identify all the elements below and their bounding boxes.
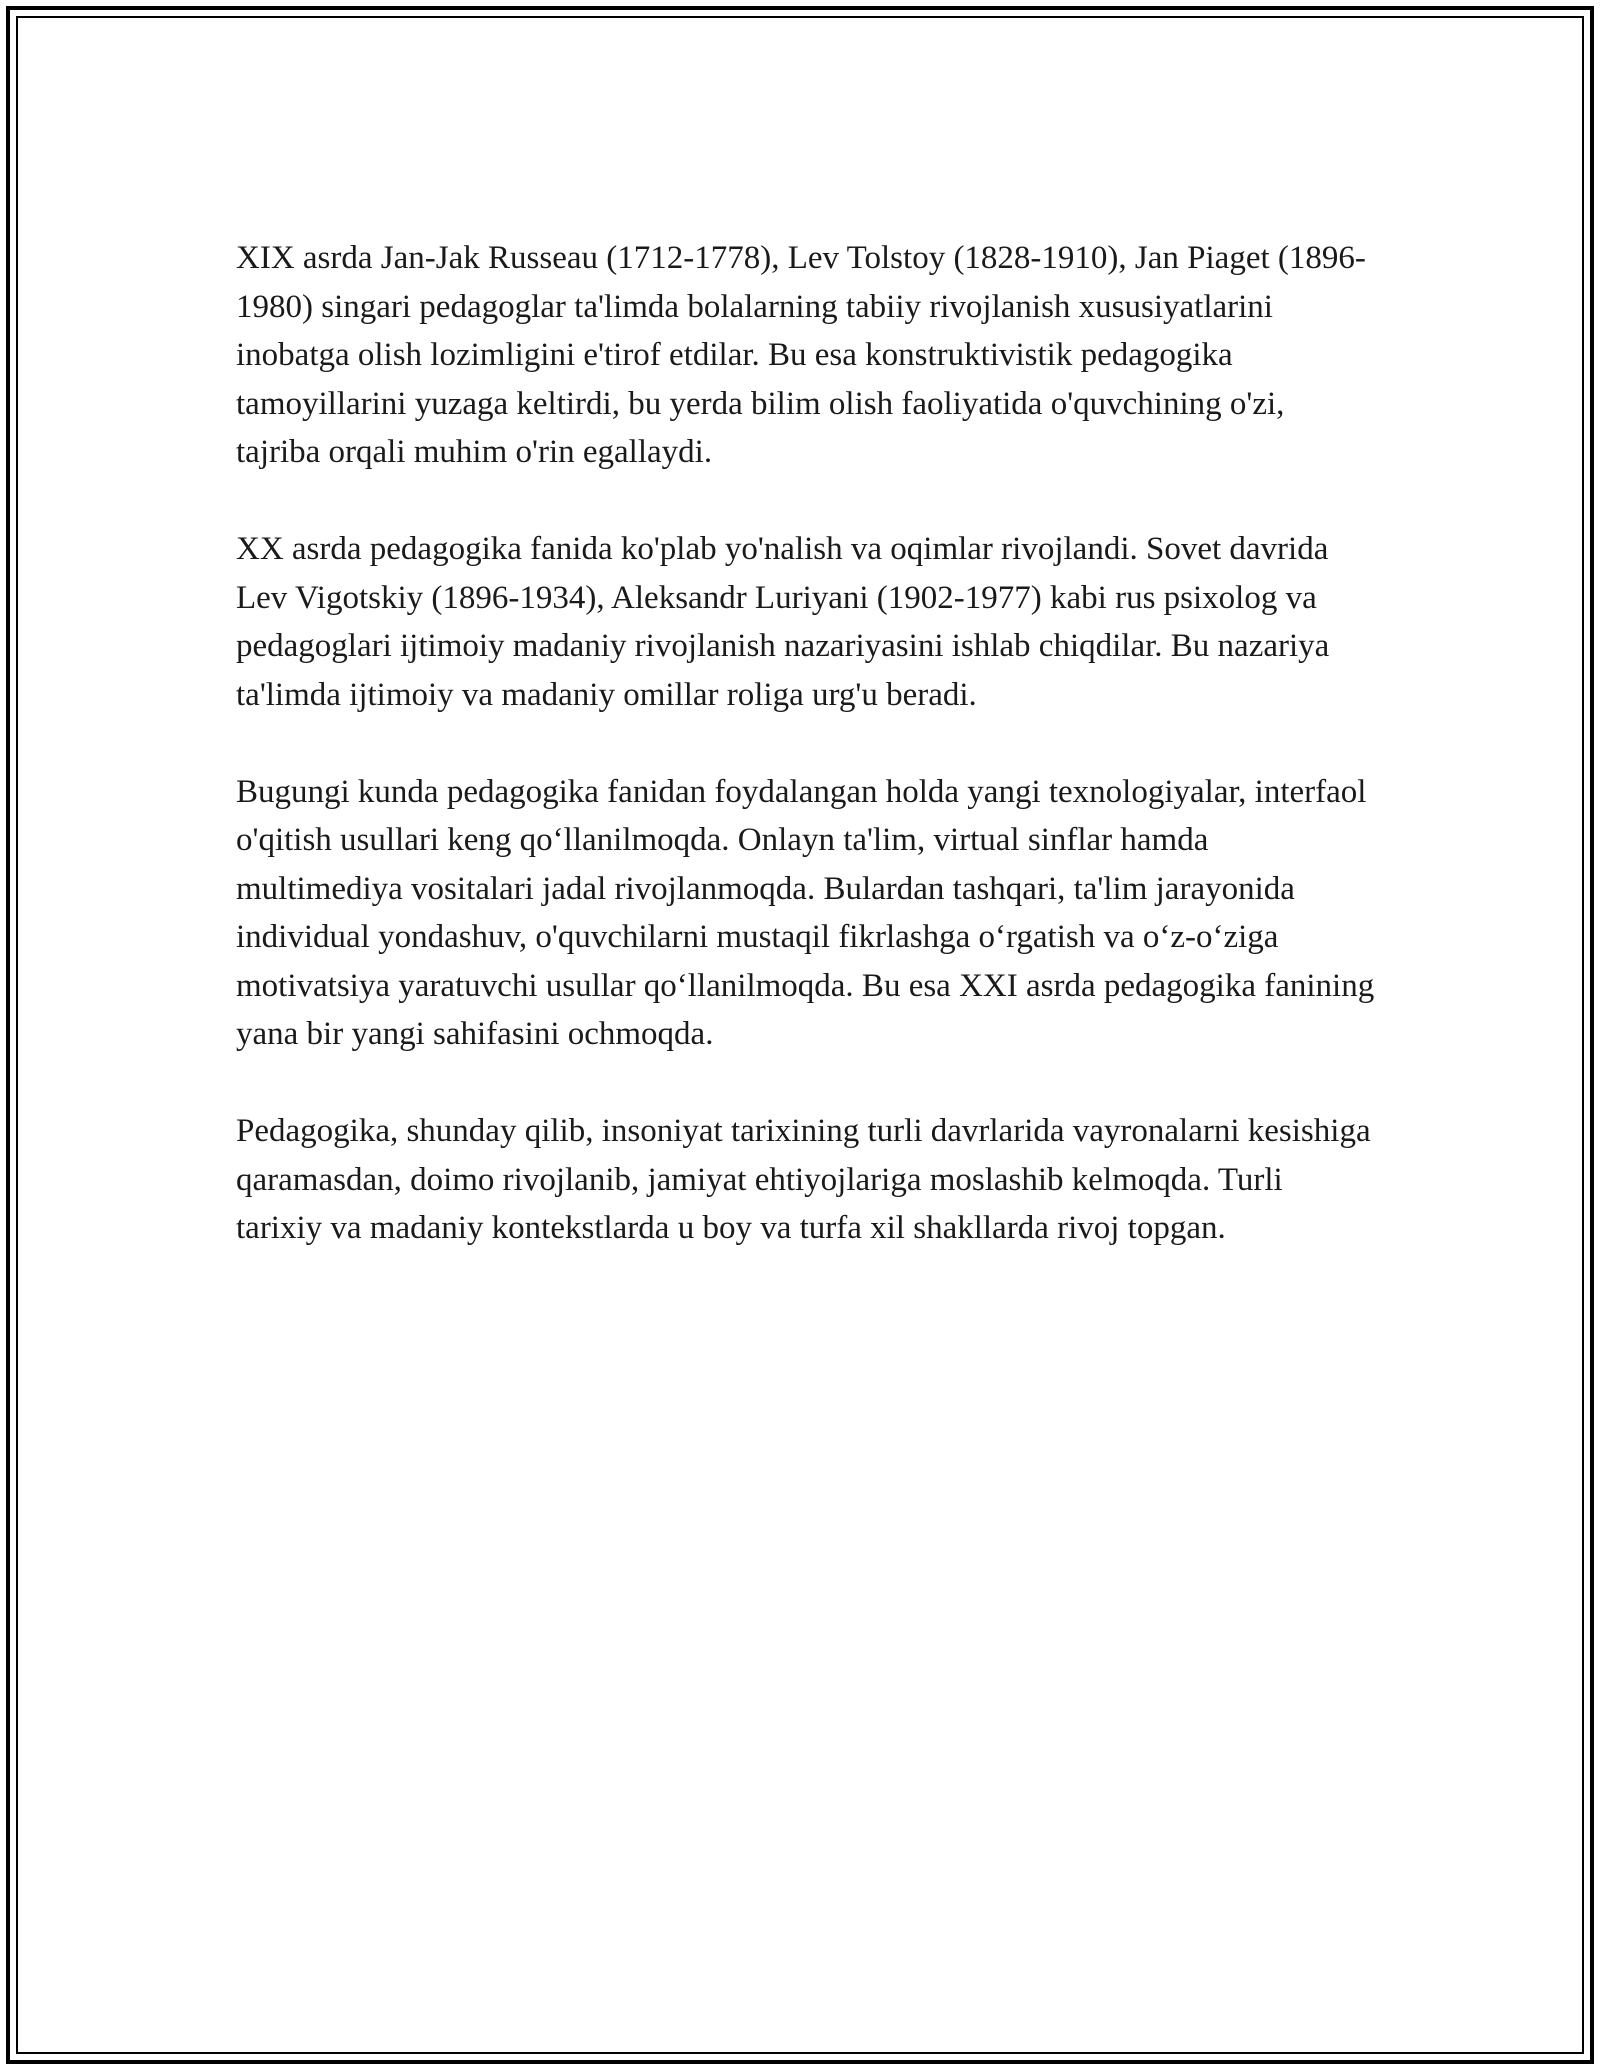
- paragraph-conclusion: Pedagogika, shunday qilib, insoniyat tarixining turli davrlarida vayronalarni kesishiga qaramasdan, doimo rivojlanib, jamiyat ehtiyojlariga moslashib kelmoqda. Turli tarixiy va madaniy kontekstlarda u boy va turfa xil shakllarda rivoj topgan.: [236, 1113, 1371, 1246]
- document-body: [236, 234, 1376, 1301]
- paragraph-xix-century: XIX asrda Jan-Jak Russeau (1712-1778), Lev Tolstoy (1828-1910), Jan Piaget (1896-1980) singari pedagoglar ta'limda bolalarning tabiiy rivojlanish xususiyatlarini inobatga olish lozimligini e'tirof etdilar. Bu esa konstruktivistik pedagogika tamoyillarini yuzaga keltirdi, bu yerda bilim olish faoliyatida o'quvchining o'zi, tajriba orqali muhim o'rin egallaydi.: [236, 240, 1366, 470]
- paragraph-modern-pedagogy: Bugungi kunda pedagogika fanidan foydalangan holda yangi texnologiyalar, interfaol o'qitish usullari keng qo‘llanilmoqda. Onlayn ta'lim, virtual sinflar hamda multimediya vositalari jadal rivojlanmoqda. Bulardan tashqari, ta'lim jarayonida individual yondashuv, o'quvchilarni mustaqil fikrlashga o‘rgatish va o‘z-o‘ziga motivatsiya yaratuvchi usullar qo‘llanilmoqda. Bu esa XXI asrda pedagogika fanining yana bir yangi sahifasini ochmoqda.: [236, 773, 1375, 1052]
- paragraph-xx-century: XX asrda pedagogika fanida ko'plab yo'nalish va oqimlar rivojlandi. Sovet davrida Lev Vigotskiy (1896-1934), Aleksandr Luriyani (1902-1977) kabi rus psixolog va pedagoglari ijtimoiy madaniy rivojlanish nazariyasini ishlab chiqdilar. Bu nazariya ta'limda ijtimoiy va madaniy omillar roliga urg'u beradi.: [236, 531, 1330, 713]
